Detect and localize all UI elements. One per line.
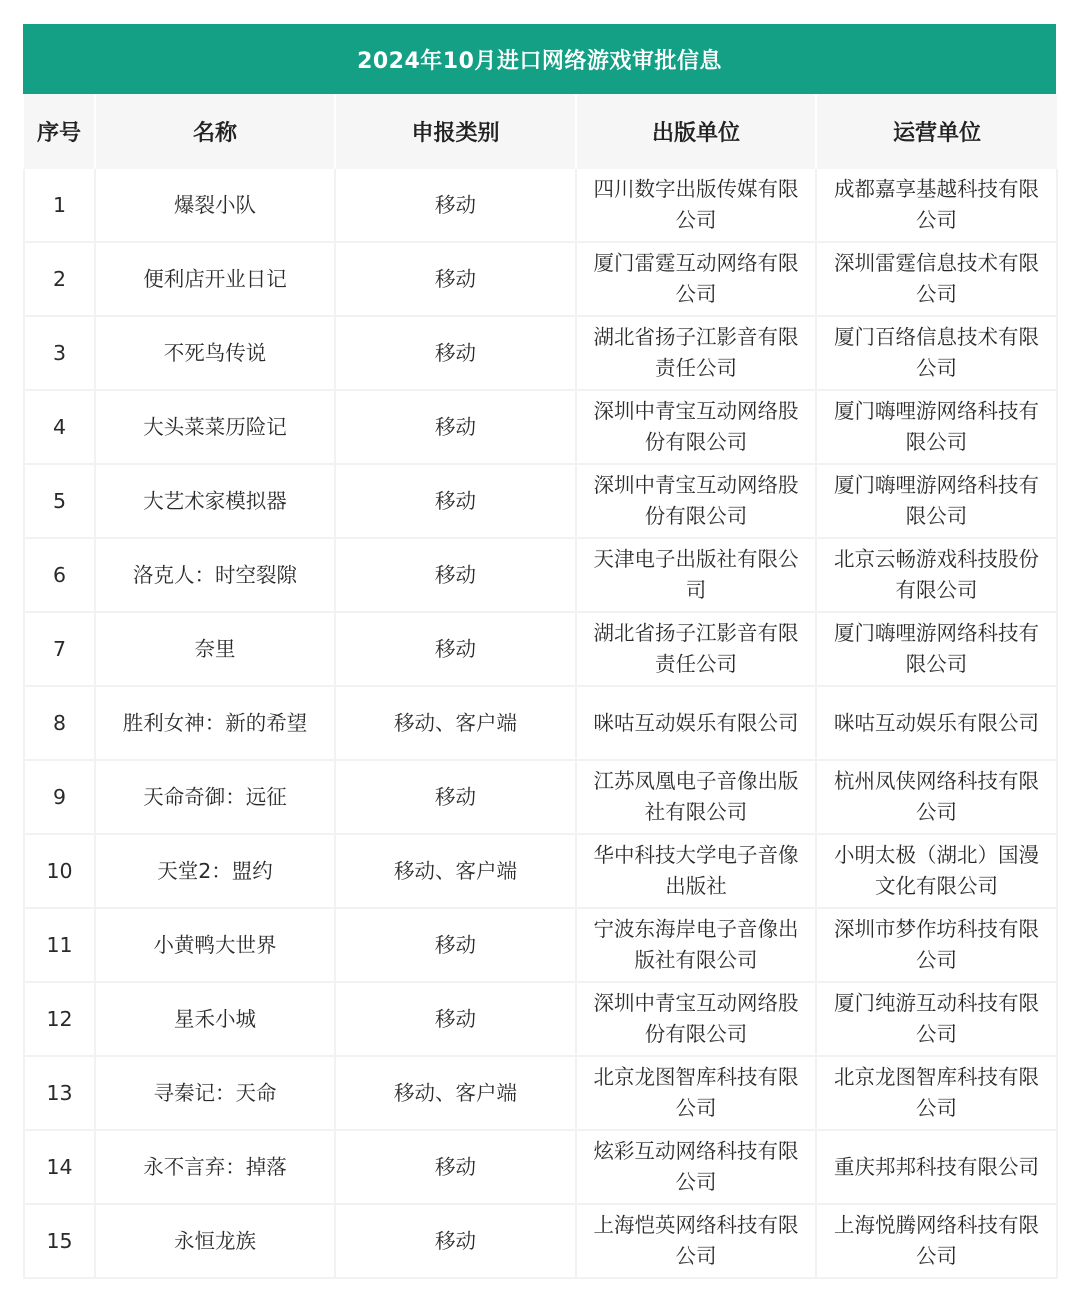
cell-index: 1 xyxy=(24,169,95,242)
cell-game-name: 大头菜菜历险记 xyxy=(95,390,335,464)
table-header-row xyxy=(24,94,1057,169)
table-row xyxy=(24,242,1057,316)
cell-category: 移动 xyxy=(335,390,576,464)
cell-operator: 深圳雷霆信息技术有限公司 xyxy=(816,242,1057,316)
cell-category: 移动 xyxy=(335,242,576,316)
cell-publisher: 深圳中青宝互动网络股份有限公司 xyxy=(576,982,816,1056)
cell-game-name: 奈里 xyxy=(95,612,335,686)
table-row xyxy=(24,169,1057,242)
approval-table xyxy=(23,94,1058,1279)
cell-category: 移动 xyxy=(335,1204,576,1278)
cell-index: 2 xyxy=(24,242,95,316)
table-row xyxy=(24,1204,1057,1278)
cell-category: 移动 xyxy=(335,1130,576,1204)
cell-index: 9 xyxy=(24,760,95,834)
cell-publisher: 咪咕互动娱乐有限公司 xyxy=(576,686,816,760)
cell-game-name: 胜利女神：新的希望 xyxy=(95,686,335,760)
cell-index: 3 xyxy=(24,316,95,390)
cell-category: 移动、客户端 xyxy=(335,686,576,760)
cell-index: 15 xyxy=(24,1204,95,1278)
table-body xyxy=(24,169,1057,1278)
cell-operator: 厦门嗨哩游网络科技有限公司 xyxy=(816,612,1057,686)
table-row xyxy=(24,982,1057,1056)
cell-operator: 深圳市梦作坊科技有限公司 xyxy=(816,908,1057,982)
cell-index: 14 xyxy=(24,1130,95,1204)
cell-category: 移动 xyxy=(335,169,576,242)
cell-category: 移动 xyxy=(335,316,576,390)
cell-operator: 咪咕互动娱乐有限公司 xyxy=(816,686,1057,760)
cell-publisher: 华中科技大学电子音像出版社 xyxy=(576,834,816,908)
table-title: 2024年10月进口网络游戏审批信息 xyxy=(23,24,1056,94)
cell-operator: 厦门纯游互动科技有限公司 xyxy=(816,982,1057,1056)
cell-index: 8 xyxy=(24,686,95,760)
table-row xyxy=(24,316,1057,390)
cell-publisher: 四川数字出版传媒有限公司 xyxy=(576,169,816,242)
cell-category: 移动 xyxy=(335,612,576,686)
cell-game-name: 天命奇御：远征 xyxy=(95,760,335,834)
cell-publisher: 北京龙图智库科技有限公司 xyxy=(576,1056,816,1130)
cell-publisher: 湖北省扬子江影音有限责任公司 xyxy=(576,316,816,390)
cell-operator: 小明太极（湖北）国漫文化有限公司 xyxy=(816,834,1057,908)
cell-operator: 重庆邦邦科技有限公司 xyxy=(816,1130,1057,1204)
cell-category: 移动 xyxy=(335,908,576,982)
cell-game-name: 大艺术家模拟器 xyxy=(95,464,335,538)
cell-index: 5 xyxy=(24,464,95,538)
cell-game-name: 永恒龙族 xyxy=(95,1204,335,1278)
cell-publisher: 天津电子出版社有限公司 xyxy=(576,538,816,612)
table-row xyxy=(24,834,1057,908)
cell-operator: 北京龙图智库科技有限公司 xyxy=(816,1056,1057,1130)
cell-operator: 北京云畅游戏科技股份有限公司 xyxy=(816,538,1057,612)
cell-index: 12 xyxy=(24,982,95,1056)
cell-category: 移动 xyxy=(335,760,576,834)
cell-game-name: 洛克人：时空裂隙 xyxy=(95,538,335,612)
cell-game-name: 不死鸟传说 xyxy=(95,316,335,390)
cell-publisher: 江苏凤凰电子音像出版社有限公司 xyxy=(576,760,816,834)
table-row xyxy=(24,538,1057,612)
cell-index: 4 xyxy=(24,390,95,464)
table-row xyxy=(24,1130,1057,1204)
header-index: 序号 xyxy=(24,94,95,169)
table-row xyxy=(24,760,1057,834)
cell-category: 移动 xyxy=(335,464,576,538)
cell-index: 7 xyxy=(24,612,95,686)
table-row xyxy=(24,1056,1057,1130)
cell-category: 移动 xyxy=(335,982,576,1056)
cell-operator: 上海悦腾网络科技有限公司 xyxy=(816,1204,1057,1278)
header-category: 申报类别 xyxy=(335,94,576,169)
cell-game-name: 永不言弃：掉落 xyxy=(95,1130,335,1204)
header-name: 名称 xyxy=(95,94,335,169)
cell-publisher: 上海恺英网络科技有限公司 xyxy=(576,1204,816,1278)
cell-operator: 成都嘉享基越科技有限公司 xyxy=(816,169,1057,242)
table-row xyxy=(24,612,1057,686)
cell-operator: 杭州凤侠网络科技有限公司 xyxy=(816,760,1057,834)
cell-game-name: 星禾小城 xyxy=(95,982,335,1056)
cell-publisher: 湖北省扬子江影音有限责任公司 xyxy=(576,612,816,686)
header-operator: 运营单位 xyxy=(816,94,1057,169)
cell-index: 10 xyxy=(24,834,95,908)
header-publisher: 出版单位 xyxy=(576,94,816,169)
cell-operator: 厦门嗨哩游网络科技有限公司 xyxy=(816,390,1057,464)
cell-publisher: 炫彩互动网络科技有限公司 xyxy=(576,1130,816,1204)
cell-publisher: 深圳中青宝互动网络股份有限公司 xyxy=(576,464,816,538)
table-row xyxy=(24,686,1057,760)
table-row xyxy=(24,908,1057,982)
cell-index: 13 xyxy=(24,1056,95,1130)
cell-operator: 厦门嗨哩游网络科技有限公司 xyxy=(816,464,1057,538)
table-row xyxy=(24,390,1057,464)
cell-index: 6 xyxy=(24,538,95,612)
cell-operator: 厦门百络信息技术有限公司 xyxy=(816,316,1057,390)
cell-publisher: 宁波东海岸电子音像出版社有限公司 xyxy=(576,908,816,982)
cell-category: 移动 xyxy=(335,538,576,612)
cell-game-name: 便利店开业日记 xyxy=(95,242,335,316)
approval-table-container xyxy=(23,24,1056,1279)
table-row xyxy=(24,464,1057,538)
cell-index: 11 xyxy=(24,908,95,982)
cell-category: 移动、客户端 xyxy=(335,1056,576,1130)
cell-publisher: 厦门雷霆互动网络有限公司 xyxy=(576,242,816,316)
cell-game-name: 天堂2：盟约 xyxy=(95,834,335,908)
cell-publisher: 深圳中青宝互动网络股份有限公司 xyxy=(576,390,816,464)
cell-game-name: 爆裂小队 xyxy=(95,169,335,242)
cell-game-name: 小黄鸭大世界 xyxy=(95,908,335,982)
cell-category: 移动、客户端 xyxy=(335,834,576,908)
cell-game-name: 寻秦记：天命 xyxy=(95,1056,335,1130)
